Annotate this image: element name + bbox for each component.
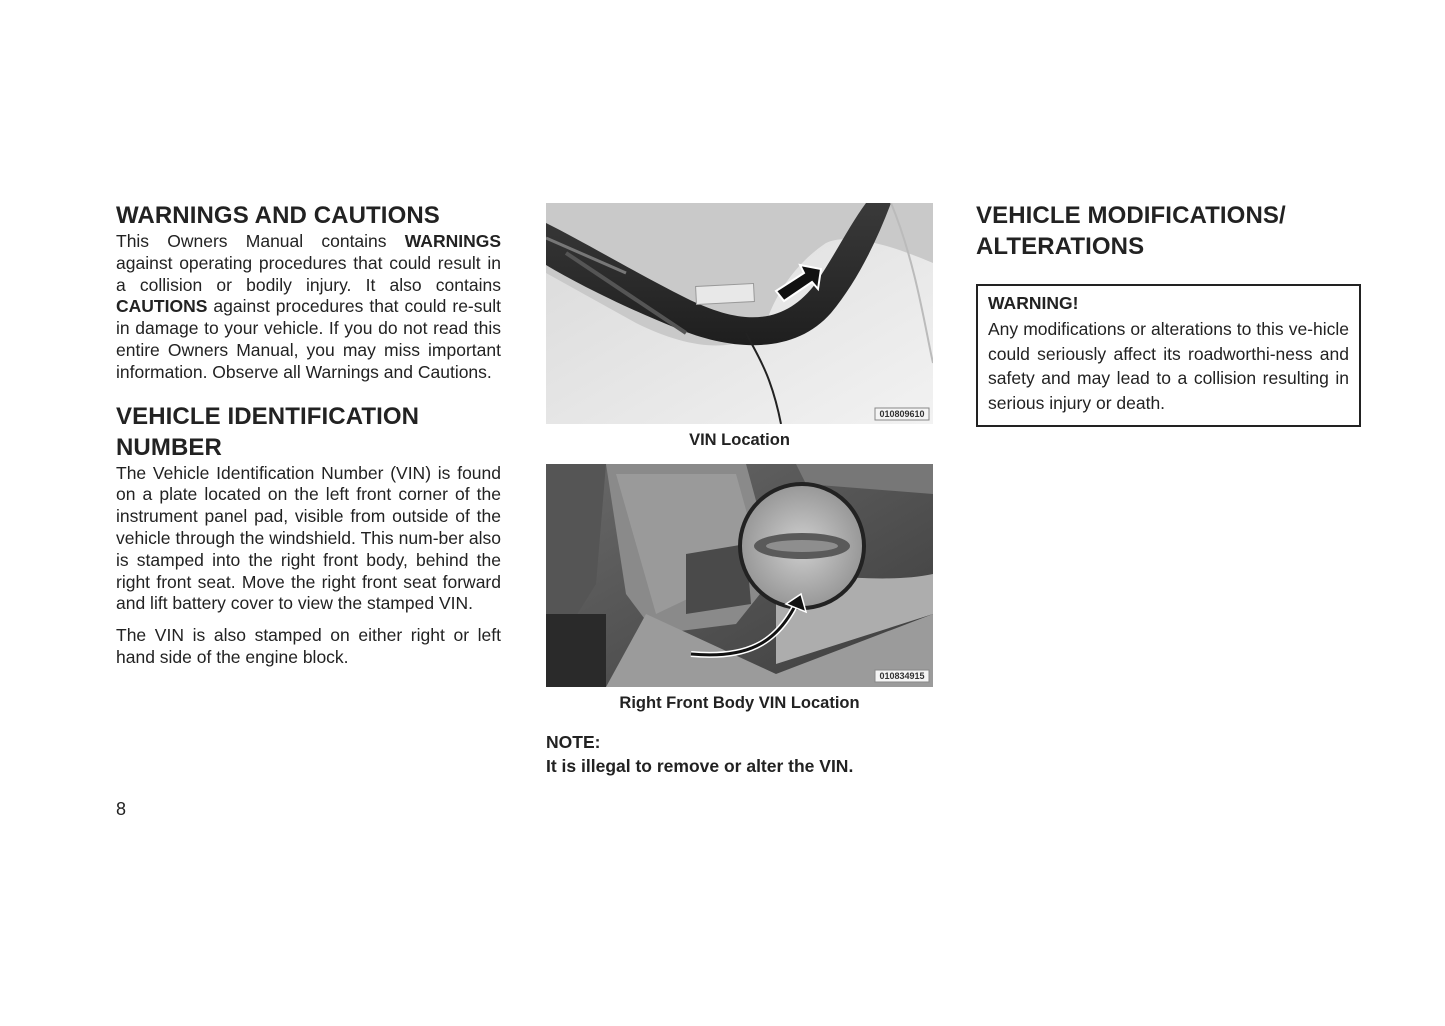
right-front-body-vin-caption: Right Front Body VIN Location [619, 694, 860, 712]
vin-location-illustration [546, 203, 933, 424]
warning-title: WARNING! [988, 293, 1079, 313]
page-number: 8 [116, 799, 127, 819]
vin-heading: VEHICLE IDENTIFICATION NUMBER [116, 402, 420, 461]
warnings-paragraph [116, 231, 501, 384]
warnings-text-1: This Owners Manual contains [116, 231, 405, 251]
vin-location-figure [546, 203, 933, 450]
left-column [116, 200, 501, 669]
vin-location-caption: VIN Location [689, 431, 790, 449]
note-block [546, 730, 933, 778]
warnings-text-3: against procedures that could re-sult in damage to your vehicle. If you do not read this entire Owners Manual, you may miss important information. Observe all Warnings and Cautions. [116, 296, 501, 382]
right-front-body-vin-illustration [546, 464, 933, 687]
warnings-text-2: against operating procedures that could result in a collision or bodily injury. It also contains [116, 252, 501, 295]
right-column [976, 200, 1361, 427]
vin-paragraph-1: The Vehicle Identification Number (VIN) is found on a plate located on the left front corner of the instrument panel pad, visible from outside of the vehicle through the windshield. This num-ber also is stamped into the right front body, behind the right front seat. Move the right front seat forward and lift battery cover to view the stamped VIN. [116, 462, 501, 614]
warning-text: Any modifications or alterations to this ve-hicle could seriously affect its roadworthi-ness and safety and may lead to a collision resulting in serious injury or death. [988, 319, 1349, 413]
warning-box [976, 284, 1361, 427]
warnings-bold-term: WARNINGS [404, 231, 501, 251]
right-front-body-vin-figure [546, 464, 933, 713]
note-text: It is illegal to remove or alter the VIN. [546, 756, 854, 776]
note-label: NOTE: [546, 732, 601, 752]
figure-code-1: 010809610 [879, 409, 925, 419]
vin-paragraph-2: The VIN is also stamped on either right or left hand side of the engine block. [116, 625, 501, 667]
figure-code-2: 010834915 [879, 671, 925, 681]
modifications-heading: VEHICLE MODIFICATIONS/ ALTERATIONS [976, 202, 1286, 260]
middle-column [546, 203, 933, 778]
warnings-heading: WARNINGS AND CAUTIONS [116, 202, 440, 229]
cautions-bold-term: CAUTIONS [116, 296, 208, 317]
